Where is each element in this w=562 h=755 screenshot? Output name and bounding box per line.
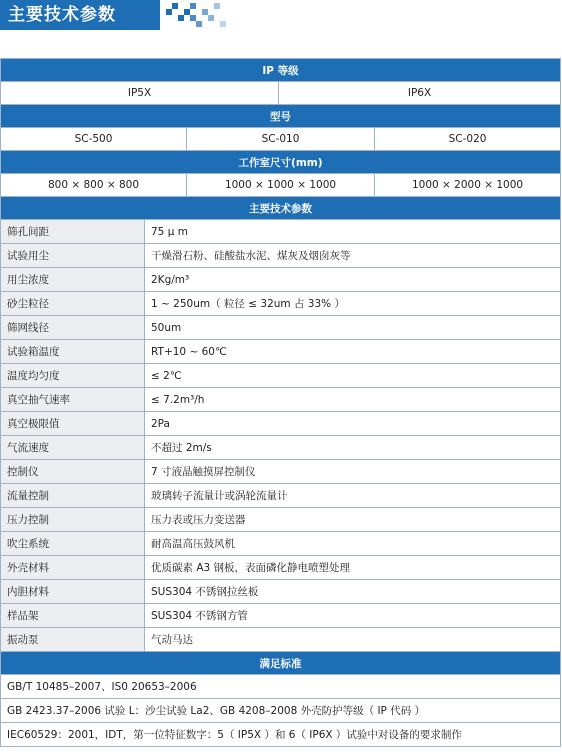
param-label: 控制仪 xyxy=(1,460,145,484)
param-label: 样品架 xyxy=(1,604,145,628)
param-row xyxy=(1,604,561,628)
standard-item: IEC60529：2001，IDT，第一位特征数字：5（ IP5X ）和 6（ IP6X ）试验中对设备的要求制作 xyxy=(1,723,561,747)
param-value: ≤ 2℃ xyxy=(145,364,561,388)
param-row xyxy=(1,412,561,436)
param-row xyxy=(1,556,561,580)
param-value: 2Kg/m³ xyxy=(145,268,561,292)
standard-item: GB/T 10485–2007、IS0 20653–2006 xyxy=(1,675,561,699)
param-row xyxy=(1,244,561,268)
standard-row xyxy=(1,675,561,699)
param-label: 振动泵 xyxy=(1,628,145,652)
model-heading-row xyxy=(1,105,561,128)
standards-section xyxy=(1,652,561,747)
param-label: 真空极限值 xyxy=(1,412,145,436)
model-value: SC-010 xyxy=(187,128,375,151)
page-title: 主要技术参数 xyxy=(8,5,116,25)
chamber-size: 1000 × 1000 × 1000 xyxy=(187,174,375,197)
param-label: 气流速度 xyxy=(1,436,145,460)
standards-heading-row xyxy=(1,652,561,675)
ip-value: IP6X xyxy=(279,82,561,105)
standard-item: GB 2423.37–2006 试验 L：沙尘试验 La2、GB 4208–2008 外壳防护等级（ IP 代码 ） xyxy=(1,699,561,723)
param-value: 干燥滑石粉、硅酸盐水泥、煤灰及烟囱灰等 xyxy=(145,244,561,268)
param-value: 气动马达 xyxy=(145,628,561,652)
ip-heading: IP 等级 xyxy=(1,59,561,82)
standard-row xyxy=(1,699,561,723)
param-label: 内胆材料 xyxy=(1,580,145,604)
param-label: 试验箱温度 xyxy=(1,340,145,364)
ip-values-row xyxy=(1,82,561,105)
param-label: 筛孔间距 xyxy=(1,220,145,244)
chamber-heading-row xyxy=(1,151,561,174)
param-label: 压力控制 xyxy=(1,508,145,532)
param-row xyxy=(1,508,561,532)
param-row xyxy=(1,316,561,340)
decorative-mosaic-icon xyxy=(166,3,226,27)
param-row xyxy=(1,340,561,364)
param-value: 不超过 2m/s xyxy=(145,436,561,460)
param-row xyxy=(1,580,561,604)
spec-table xyxy=(0,58,561,747)
param-row xyxy=(1,220,561,244)
param-value: 优质碳素 A3 钢板，表面磷化静电喷塑处理 xyxy=(145,556,561,580)
model-values-row xyxy=(1,128,561,151)
param-value: RT+10 ~ 60℃ xyxy=(145,340,561,364)
param-row xyxy=(1,460,561,484)
param-label: 吹尘系统 xyxy=(1,532,145,556)
param-label: 筛网线径 xyxy=(1,316,145,340)
param-row xyxy=(1,268,561,292)
param-label: 试验用尘 xyxy=(1,244,145,268)
param-value: 75 μ m xyxy=(145,220,561,244)
param-rows xyxy=(1,220,561,652)
ip-value: IP5X xyxy=(1,82,279,105)
standards-heading: 满足标准 xyxy=(1,652,561,675)
param-value: 玻璃转子流量计或涡轮流量计 xyxy=(145,484,561,508)
param-value: 2Pa xyxy=(145,412,561,436)
ip-heading-row xyxy=(1,59,561,82)
param-row xyxy=(1,292,561,316)
param-label: 温度均匀度 xyxy=(1,364,145,388)
model-value: SC-020 xyxy=(375,128,561,151)
param-label: 流量控制 xyxy=(1,484,145,508)
model-heading: 型号 xyxy=(1,105,561,128)
params-heading-row xyxy=(1,197,561,220)
param-label: 砂尘粒径 xyxy=(1,292,145,316)
param-label: 用尘浓度 xyxy=(1,268,145,292)
param-row xyxy=(1,532,561,556)
chamber-values-row xyxy=(1,174,561,197)
param-value: 7 寸液晶触摸屏控制仪 xyxy=(145,460,561,484)
param-value: 50um xyxy=(145,316,561,340)
param-value: ≤ 7.2m³/h xyxy=(145,388,561,412)
param-value: 1 ~ 250um（ 粒径 ≤ 32um 占 33% ） xyxy=(145,292,561,316)
param-row xyxy=(1,436,561,460)
chamber-heading: 工作室尺寸(mm) xyxy=(1,151,561,174)
standard-row xyxy=(1,723,561,747)
param-label: 真空抽气速率 xyxy=(1,388,145,412)
params-heading: 主要技术参数 xyxy=(1,197,561,220)
model-value: SC-500 xyxy=(1,128,187,151)
param-row xyxy=(1,628,561,652)
param-label: 外壳材料 xyxy=(1,556,145,580)
param-row xyxy=(1,388,561,412)
section-title-bar xyxy=(0,0,562,30)
param-value: SUS304 不锈钢方管 xyxy=(145,604,561,628)
param-value: 压力表或压力变送器 xyxy=(145,508,561,532)
chamber-size: 800 × 800 × 800 xyxy=(1,174,187,197)
param-row xyxy=(1,364,561,388)
param-value: SUS304 不锈钢拉丝板 xyxy=(145,580,561,604)
param-value: 耐高温高压鼓风机 xyxy=(145,532,561,556)
param-row xyxy=(1,484,561,508)
chamber-size: 1000 × 2000 × 1000 xyxy=(375,174,561,197)
